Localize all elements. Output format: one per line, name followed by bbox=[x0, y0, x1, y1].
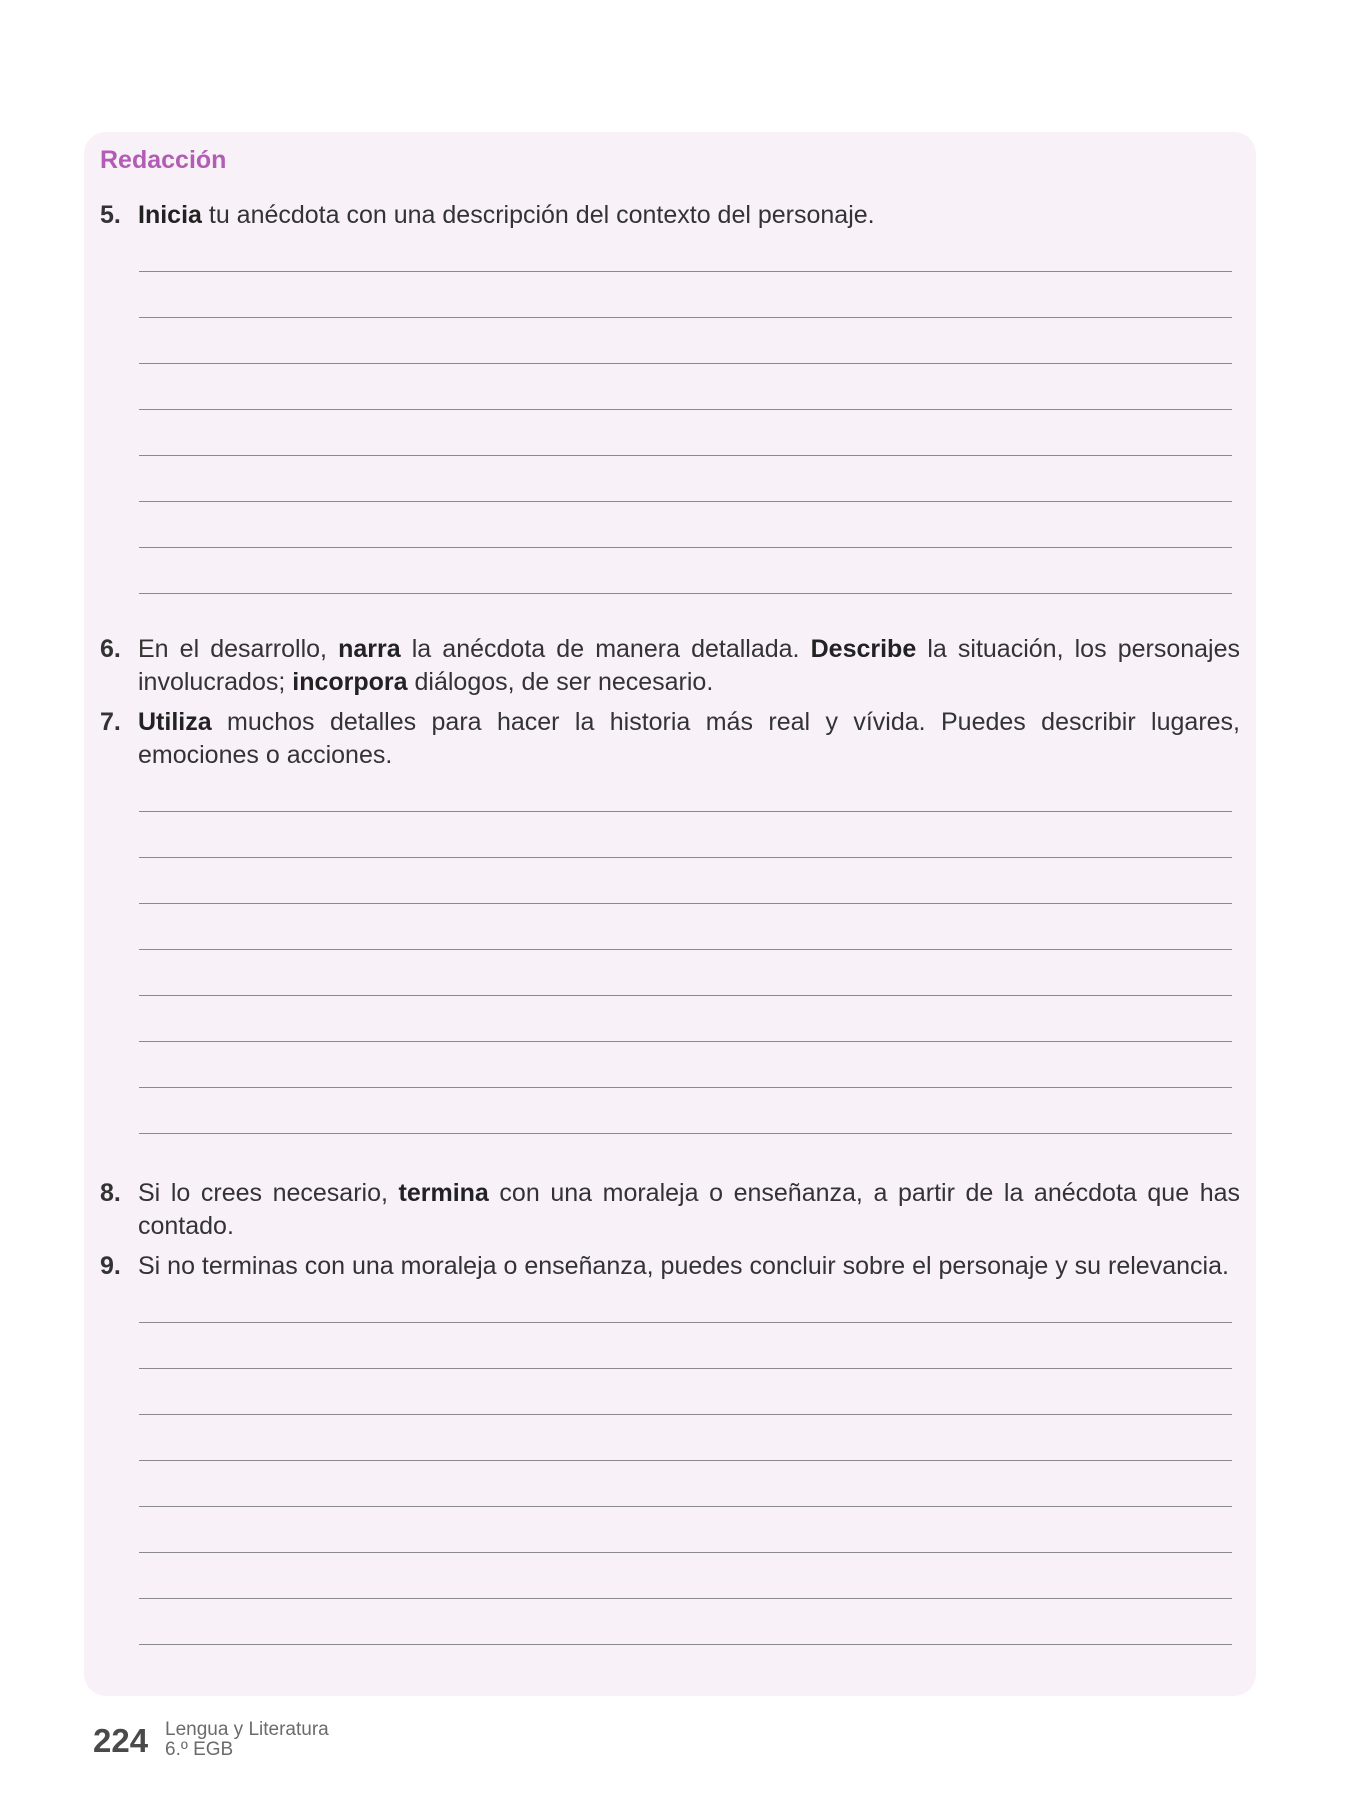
instruction-item-9 bbox=[100, 1250, 1240, 1283]
answer-line[interactable] bbox=[139, 903, 1232, 904]
text-run: Si no terminas con una moraleja o enseñanza, puedes concluir sobre el personaje y su relevancia. bbox=[138, 1252, 1229, 1280]
answer-line[interactable] bbox=[139, 1133, 1232, 1134]
answer-line[interactable] bbox=[139, 1506, 1232, 1507]
bold-verb: termina bbox=[398, 1179, 489, 1207]
answer-line[interactable] bbox=[139, 1087, 1232, 1088]
section-title: Redacción bbox=[100, 146, 227, 174]
instruction-item-6 bbox=[100, 633, 1240, 699]
bold-verb: incorpora bbox=[292, 668, 408, 696]
item-text bbox=[138, 706, 1240, 772]
answer-line[interactable] bbox=[139, 1460, 1232, 1461]
bold-verb: Inicia bbox=[138, 201, 202, 229]
answer-line[interactable] bbox=[139, 949, 1232, 950]
item-text bbox=[138, 1177, 1240, 1243]
answer-line[interactable] bbox=[139, 593, 1232, 594]
item-number: 5. bbox=[100, 201, 121, 229]
text-run: diálogos, de ser necesario. bbox=[407, 668, 714, 696]
answer-line[interactable] bbox=[139, 547, 1232, 548]
item-number: 7. bbox=[100, 708, 121, 736]
answer-line[interactable] bbox=[139, 1041, 1232, 1042]
text-run: con una moraleja o enseñanza, a partir de la anécdota que has contado. bbox=[138, 1179, 1241, 1240]
answer-line[interactable] bbox=[139, 455, 1232, 456]
text-run: tu anécdota con una descripción del contexto del personaje. bbox=[201, 201, 875, 229]
instruction-item-5 bbox=[100, 199, 1240, 232]
text-run: la situación, los personajes involucrados; bbox=[138, 635, 1240, 696]
instruction-item-8 bbox=[100, 1177, 1240, 1243]
bold-verb: Describe bbox=[810, 635, 917, 663]
bold-verb: Utiliza bbox=[138, 708, 212, 736]
instruction-item-7 bbox=[100, 706, 1240, 772]
item-number: 6. bbox=[100, 635, 121, 663]
writing-panel bbox=[84, 132, 1256, 1696]
answer-line[interactable] bbox=[139, 1322, 1232, 1323]
answer-line[interactable] bbox=[139, 501, 1232, 502]
answer-line[interactable] bbox=[139, 857, 1232, 858]
answer-line[interactable] bbox=[139, 409, 1232, 410]
item-number: 9. bbox=[100, 1252, 121, 1280]
answer-line[interactable] bbox=[139, 1368, 1232, 1369]
text-run: la anécdota de manera detallada. bbox=[400, 635, 811, 663]
grade-label: 6.º EGB bbox=[165, 1739, 234, 1760]
answer-line[interactable] bbox=[139, 363, 1232, 364]
item-text bbox=[138, 199, 1240, 232]
text-run: Si lo crees necesario, bbox=[138, 1179, 399, 1207]
answer-line[interactable] bbox=[139, 995, 1232, 996]
item-number: 8. bbox=[100, 1179, 121, 1207]
item-text bbox=[138, 1250, 1240, 1283]
page-number: 224 bbox=[93, 1722, 149, 1759]
answer-line[interactable] bbox=[139, 1414, 1232, 1415]
text-run: En el desarrollo, bbox=[138, 635, 339, 663]
answer-line[interactable] bbox=[139, 811, 1232, 812]
answer-line[interactable] bbox=[139, 1552, 1232, 1553]
answer-line[interactable] bbox=[139, 317, 1232, 318]
text-run: muchos detalles para hacer la historia más real y vívida. Puedes describir lugares, emociones o acciones. bbox=[138, 708, 1240, 769]
subject-label: Lengua y Literatura bbox=[165, 1719, 329, 1740]
answer-line[interactable] bbox=[139, 271, 1232, 272]
bold-verb: narra bbox=[338, 635, 401, 663]
answer-line[interactable] bbox=[139, 1598, 1232, 1599]
item-text bbox=[138, 633, 1240, 699]
answer-line[interactable] bbox=[139, 1644, 1232, 1645]
